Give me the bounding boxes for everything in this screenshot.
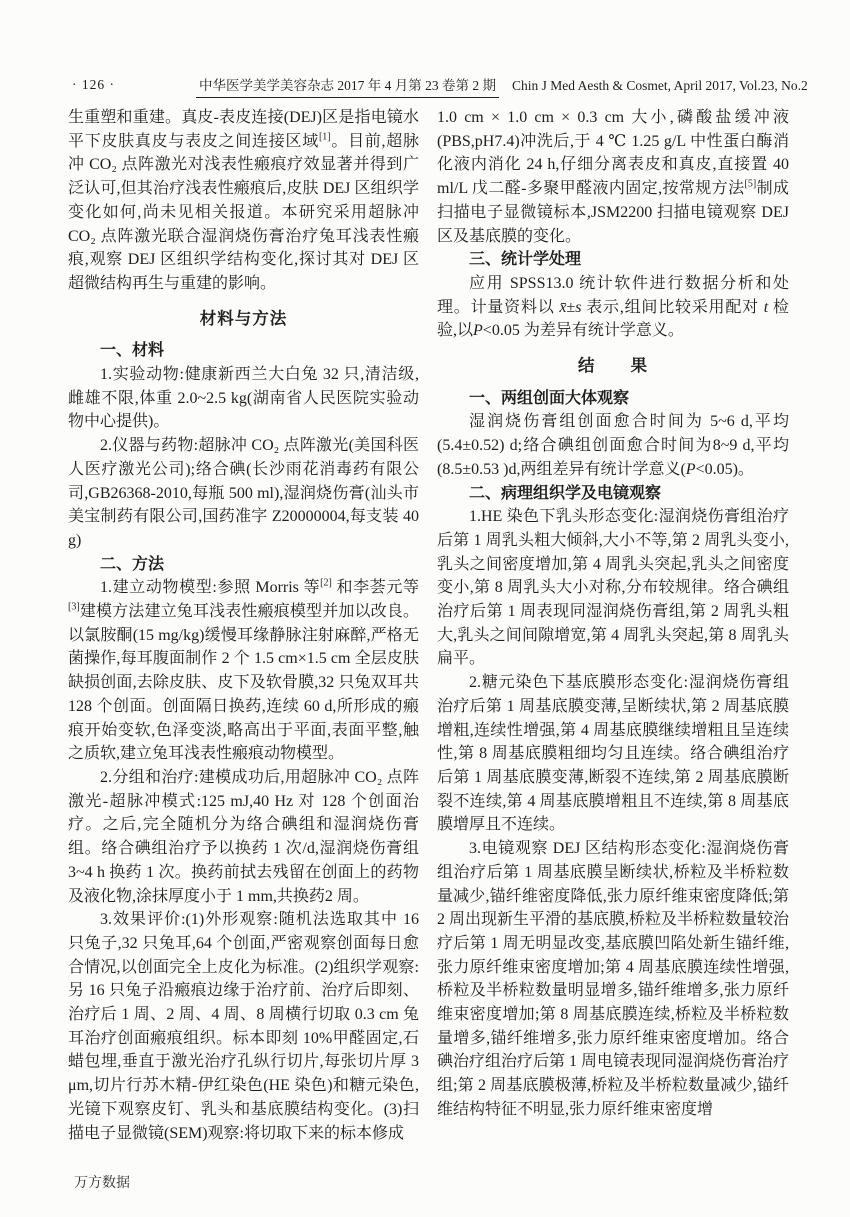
stats-text-b: 表示,组间比较采用配对 bbox=[581, 298, 764, 316]
stats-plusminus: ± bbox=[566, 298, 576, 316]
model-text-c: 建模方法建立兔耳浅表性瘢痕模型并加以改良。以氯胺酮(15 mg/kg)缓慢耳缘静脉注射麻醉,严格无菌操作,每耳腹面制作 2 个 1.5 cm×1.5 cm 全层皮肤缺损创面,去除皮肤、皮下及软骨膜,32 只兔双耳共 128 个创面。创面隔日换药,连续 60 d,所形成的瘢痕开始变软,色泽变淡,略高出于平面,表面平整,触之质软,建立兔耳浅表性瘢痕动物模型。 bbox=[68, 603, 419, 763]
statistics-paragraph bbox=[437, 272, 789, 343]
subheading-histology: 二、病理组织学及电镜观察 bbox=[469, 484, 662, 502]
intro-paragraph bbox=[68, 106, 419, 296]
sem-text-a: 1.0 cm × 1.0 cm × 0.3 cm 大小,磷酸盐缓冲液(PBS,pH7.4)冲洗后,于 4 ℃ 1.25 g/L 中性蛋白酶消化液内消化 24 h,仔细分离表皮和真皮,直接置 40 ml/L 戊二醛-多聚甲醛液内固定,按常规方法 bbox=[437, 109, 789, 198]
method-treatment-paragraph: 2.分组和治疗:建模成功后,用超脉冲 CO₂ 点阵激光-超脉冲模式:125 mJ,40 Hz 对 128 个创面治疗。之后,完全随机分为络合碘组和湿润烧伤膏组。络合碘组治疗予以换药 1 次/d,湿润烧伤膏组 3~4 h 换药 1 次。换药前拭去残留在创面上的药物及液化物,涂抹厚度小于 1 mm,共换药2 周。 bbox=[68, 768, 419, 905]
stats-text-d: <0.05 为差异有统计学意义。 bbox=[482, 322, 684, 340]
citation-ref-3: [3] bbox=[68, 601, 80, 613]
intro-text-a: 生重塑和重建。真皮-表皮连接(DEJ)区是指电镜水平下皮肤真皮与表皮之间连接区域 bbox=[68, 109, 419, 150]
subheading-materials: 一、材料 bbox=[100, 342, 165, 360]
stats-text-c: 检验,以 bbox=[437, 298, 789, 340]
citation-ref-1: [1] bbox=[318, 131, 331, 143]
journal-title-en: Chin J Med Aesth & Cosmet, April 2017, Vol.23, No.2 bbox=[512, 78, 808, 93]
subheading-statistics: 三、统计学处理 bbox=[469, 251, 582, 269]
subheading-methods: 二、方法 bbox=[100, 555, 165, 573]
result-healing-time-paragraph bbox=[437, 410, 789, 481]
stats-s: s bbox=[575, 298, 582, 316]
stats-t: t bbox=[763, 298, 769, 316]
healing-text-b: <0.05)。 bbox=[695, 460, 754, 478]
healing-p: P bbox=[685, 460, 696, 478]
wanfang-watermark: 万方数据 bbox=[74, 1176, 130, 1191]
method-model-paragraph bbox=[68, 576, 419, 766]
intro-text-b: 。目前,超脉冲 CO₂ 点阵激光对浅表性瘢痕疗效显著并得到广泛认可,但其治疗浅表性瘢痕后,皮肤 DEJ 区组织学变化如何,尚未见相关报道。本研究采用超脉冲 CO₂ 点阵激光联合湿润烧伤膏治疗兔耳浅表性瘢痕,观察 DEJ 区组织学结构变化,探讨其对 DEJ 区超微结构再生与重建的影响。 bbox=[68, 132, 419, 292]
method-evaluation-paragraph: 3.效果评价:(1)外形观察:随机法选取其中 16 只兔子,32 只兔耳,64 个创面,严密观察创面每日愈合情况,以创面完全上皮化为标准。(2)组织学观察:另 16 只兔子沿瘢痕边缘于治疗前、治疗后即刻、治疗后 1 周、2 周、4 周、8 周横行切取 0.3 cm 兔耳治疗创面瘢痕组织。标本即刻 10%甲醛固定,石蜡包埋,垂直于激光治疗孔纵行切片,每张切片厚 3 μm,切片行苏木精-伊红染色(HE 染色)和糖元染色,光镜下观察皮钉、乳头和基底膜结构变化。(3)扫描电子显微镜(SEM)观察:将切取下来的标本修成 bbox=[68, 911, 419, 1142]
left-column bbox=[68, 106, 419, 1145]
result-glycogen-staining-paragraph: 2.糖元染色下基底膜形态变化:湿润烧伤膏组治疗后第 1 周基底膜变薄,呈断续状,第 2 周基底膜增粗,连续性增强,第 4 周基底膜继续增粗且呈连续性,第 8 周基底膜粗细均匀且连续。络合碘组治疗后第 1 周基底膜变薄,断裂不连续,第 2 周基底膜断裂不连续,第 4 周基底膜增粗且不连续,第 8 周基底膜增厚且不连续。 bbox=[437, 674, 789, 834]
sem-continued-paragraph bbox=[437, 106, 789, 248]
model-text-a: 1.建立动物模型:参照 Morris 等 bbox=[100, 579, 321, 597]
materials-equipment-paragraph: 2.仪器与药物:超脉冲 CO₂ 点阵激光(美国科医人医疗激光公司);络合碘(长沙雨花消毒药有限公司,GB26368-2010,每瓶 500 ml),湿润烧伤膏(汕头市美宝制药有限公司,国药准字 Z20000004,每支装 40 g) bbox=[68, 437, 419, 549]
running-head bbox=[196, 74, 808, 98]
result-em-observation-paragraph: 3.电镜观察 DEJ 区结构形态变化:湿润烧伤膏组治疗后第 1 周基底膜呈断续状,桥粒及半桥粒数量减少,锚纤维密度降低,张力原纤维束密度降低;第 2 周出现新生平滑的基底膜,桥粒及半桥粒数量较治疗后第 1 周无明显改变,基底膜凹陷处新生锚纤维,张力原纤维束密度增加;第 4 周基底膜连续性增强,桥粒及半桥粒数量明显增多,锚纤维增多,张力原纤维束密度增加;第 8 周基底膜连续,桥粒及半桥粒数量增多,锚纤维增多,张力原纤维束密度增加。络合碘治疗组治疗后第 1 周电镜表现同湿润烧伤膏治疗组;第 2 周基底膜极薄,桥粒及半桥粒数量减少,锚纤维结构特征不明显,张力原纤维束密度增 bbox=[437, 840, 790, 1118]
healing-text-a: 湿润烧伤膏组创面愈合时间为 5~6 d,平均(5.4±0.52) d;络合碘组创面愈合时间为8~9 d,平均(8.5±0.53 )d,两组差异有统计学意义( bbox=[437, 413, 789, 478]
result-he-staining-paragraph: 1.HE 染色下乳头形态变化:湿润烧伤膏组治疗后第 1 周乳头粗大倾斜,大小不等,第 2 周乳头变小,乳头之间密度增加,第 4 周乳头突起,乳头之间密度变小,第 8 周乳头大小对称,分布较规律。络合碘组治疗后第 1 周表现同湿润烧伤膏组,第 2 周乳头粗大,乳头之间间隙增宽,第 4 周乳头突起,第 8 周乳头扁平。 bbox=[437, 508, 789, 668]
section-heading-results: 结 果 bbox=[578, 356, 648, 376]
citation-ref-2: [2] bbox=[320, 578, 332, 590]
section-heading-methods: 材料与方法 bbox=[199, 308, 288, 328]
model-text-b: 和李荟元等 bbox=[331, 579, 419, 597]
stats-p: P bbox=[473, 322, 483, 340]
materials-animals-paragraph: 1.实验动物:健康新西兰大白兔 32 只,清洁级,雌雄不限,体重 2.0~2.5 kg(湖南省人民医院实验动物中心提供)。 bbox=[68, 366, 419, 431]
stats-text-a: 应用 SPSS13.0 统计软件进行数据分析和处理。计量资料以 bbox=[437, 274, 789, 316]
page-number: · 126 · bbox=[72, 77, 115, 92]
journal-title-cn: 中华医学美学美容杂志 2017 年 4 月第 23 卷第 2 期 bbox=[196, 74, 499, 98]
subheading-gross-observation: 一、两组创面大体观察 bbox=[469, 389, 630, 407]
sem-text-b: 制成扫描电子显微镜标本,JSM2200 扫描电镜观察 DEJ 区及基底膜的变化。 bbox=[437, 180, 789, 245]
citation-ref-5: [5] bbox=[744, 178, 757, 190]
right-column bbox=[437, 106, 789, 1122]
stats-xbar: x̄ bbox=[559, 298, 567, 316]
